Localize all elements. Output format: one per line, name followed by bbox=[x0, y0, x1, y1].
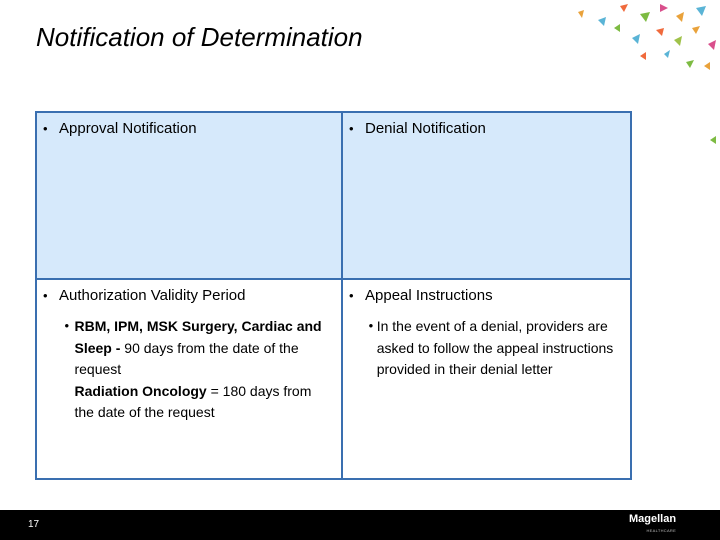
radiation-oncology-rest: = 180 days from the date of the request bbox=[74, 382, 312, 420]
bullet: • bbox=[43, 288, 48, 303]
slide-title: Notification of Determination bbox=[36, 22, 363, 52]
validity-heading: Authorization Validity Period bbox=[59, 287, 246, 304]
denial-cell bbox=[343, 113, 630, 280]
denial-heading: Denial Notification bbox=[365, 120, 486, 137]
page-number: 17 bbox=[28, 519, 40, 530]
validity-cell bbox=[37, 280, 343, 478]
magellan-logo bbox=[629, 514, 676, 536]
bullet: • bbox=[349, 121, 354, 136]
footer-bar bbox=[0, 510, 720, 540]
logo-text: Magellan bbox=[629, 513, 677, 525]
radiation-oncology-label: Radiation Oncology bbox=[74, 382, 207, 399]
approval-cell bbox=[37, 113, 343, 280]
validity-detail-bold: RBM, IPM, MSK Surgery, Cardiac and Sleep - bbox=[74, 318, 322, 356]
validity-detail-rest: 90 days from the date of the request bbox=[74, 339, 299, 377]
sub-bullet: • bbox=[368, 318, 374, 333]
appeal-heading: Appeal Instructions bbox=[365, 287, 493, 304]
bullet: • bbox=[43, 121, 48, 136]
appeal-cell bbox=[343, 280, 630, 478]
approval-heading: Approval Notification bbox=[59, 120, 197, 137]
bullet: • bbox=[349, 288, 354, 303]
sub-bullet: • bbox=[64, 318, 70, 333]
determination-table bbox=[35, 111, 632, 480]
appeal-detail: In the event of a denial, providers are asked to follow the appeal instructions provided in their denial letter bbox=[376, 318, 614, 377]
validity-detail bbox=[74, 316, 329, 424]
logo-tagline: HEALTHCARE bbox=[646, 528, 677, 533]
